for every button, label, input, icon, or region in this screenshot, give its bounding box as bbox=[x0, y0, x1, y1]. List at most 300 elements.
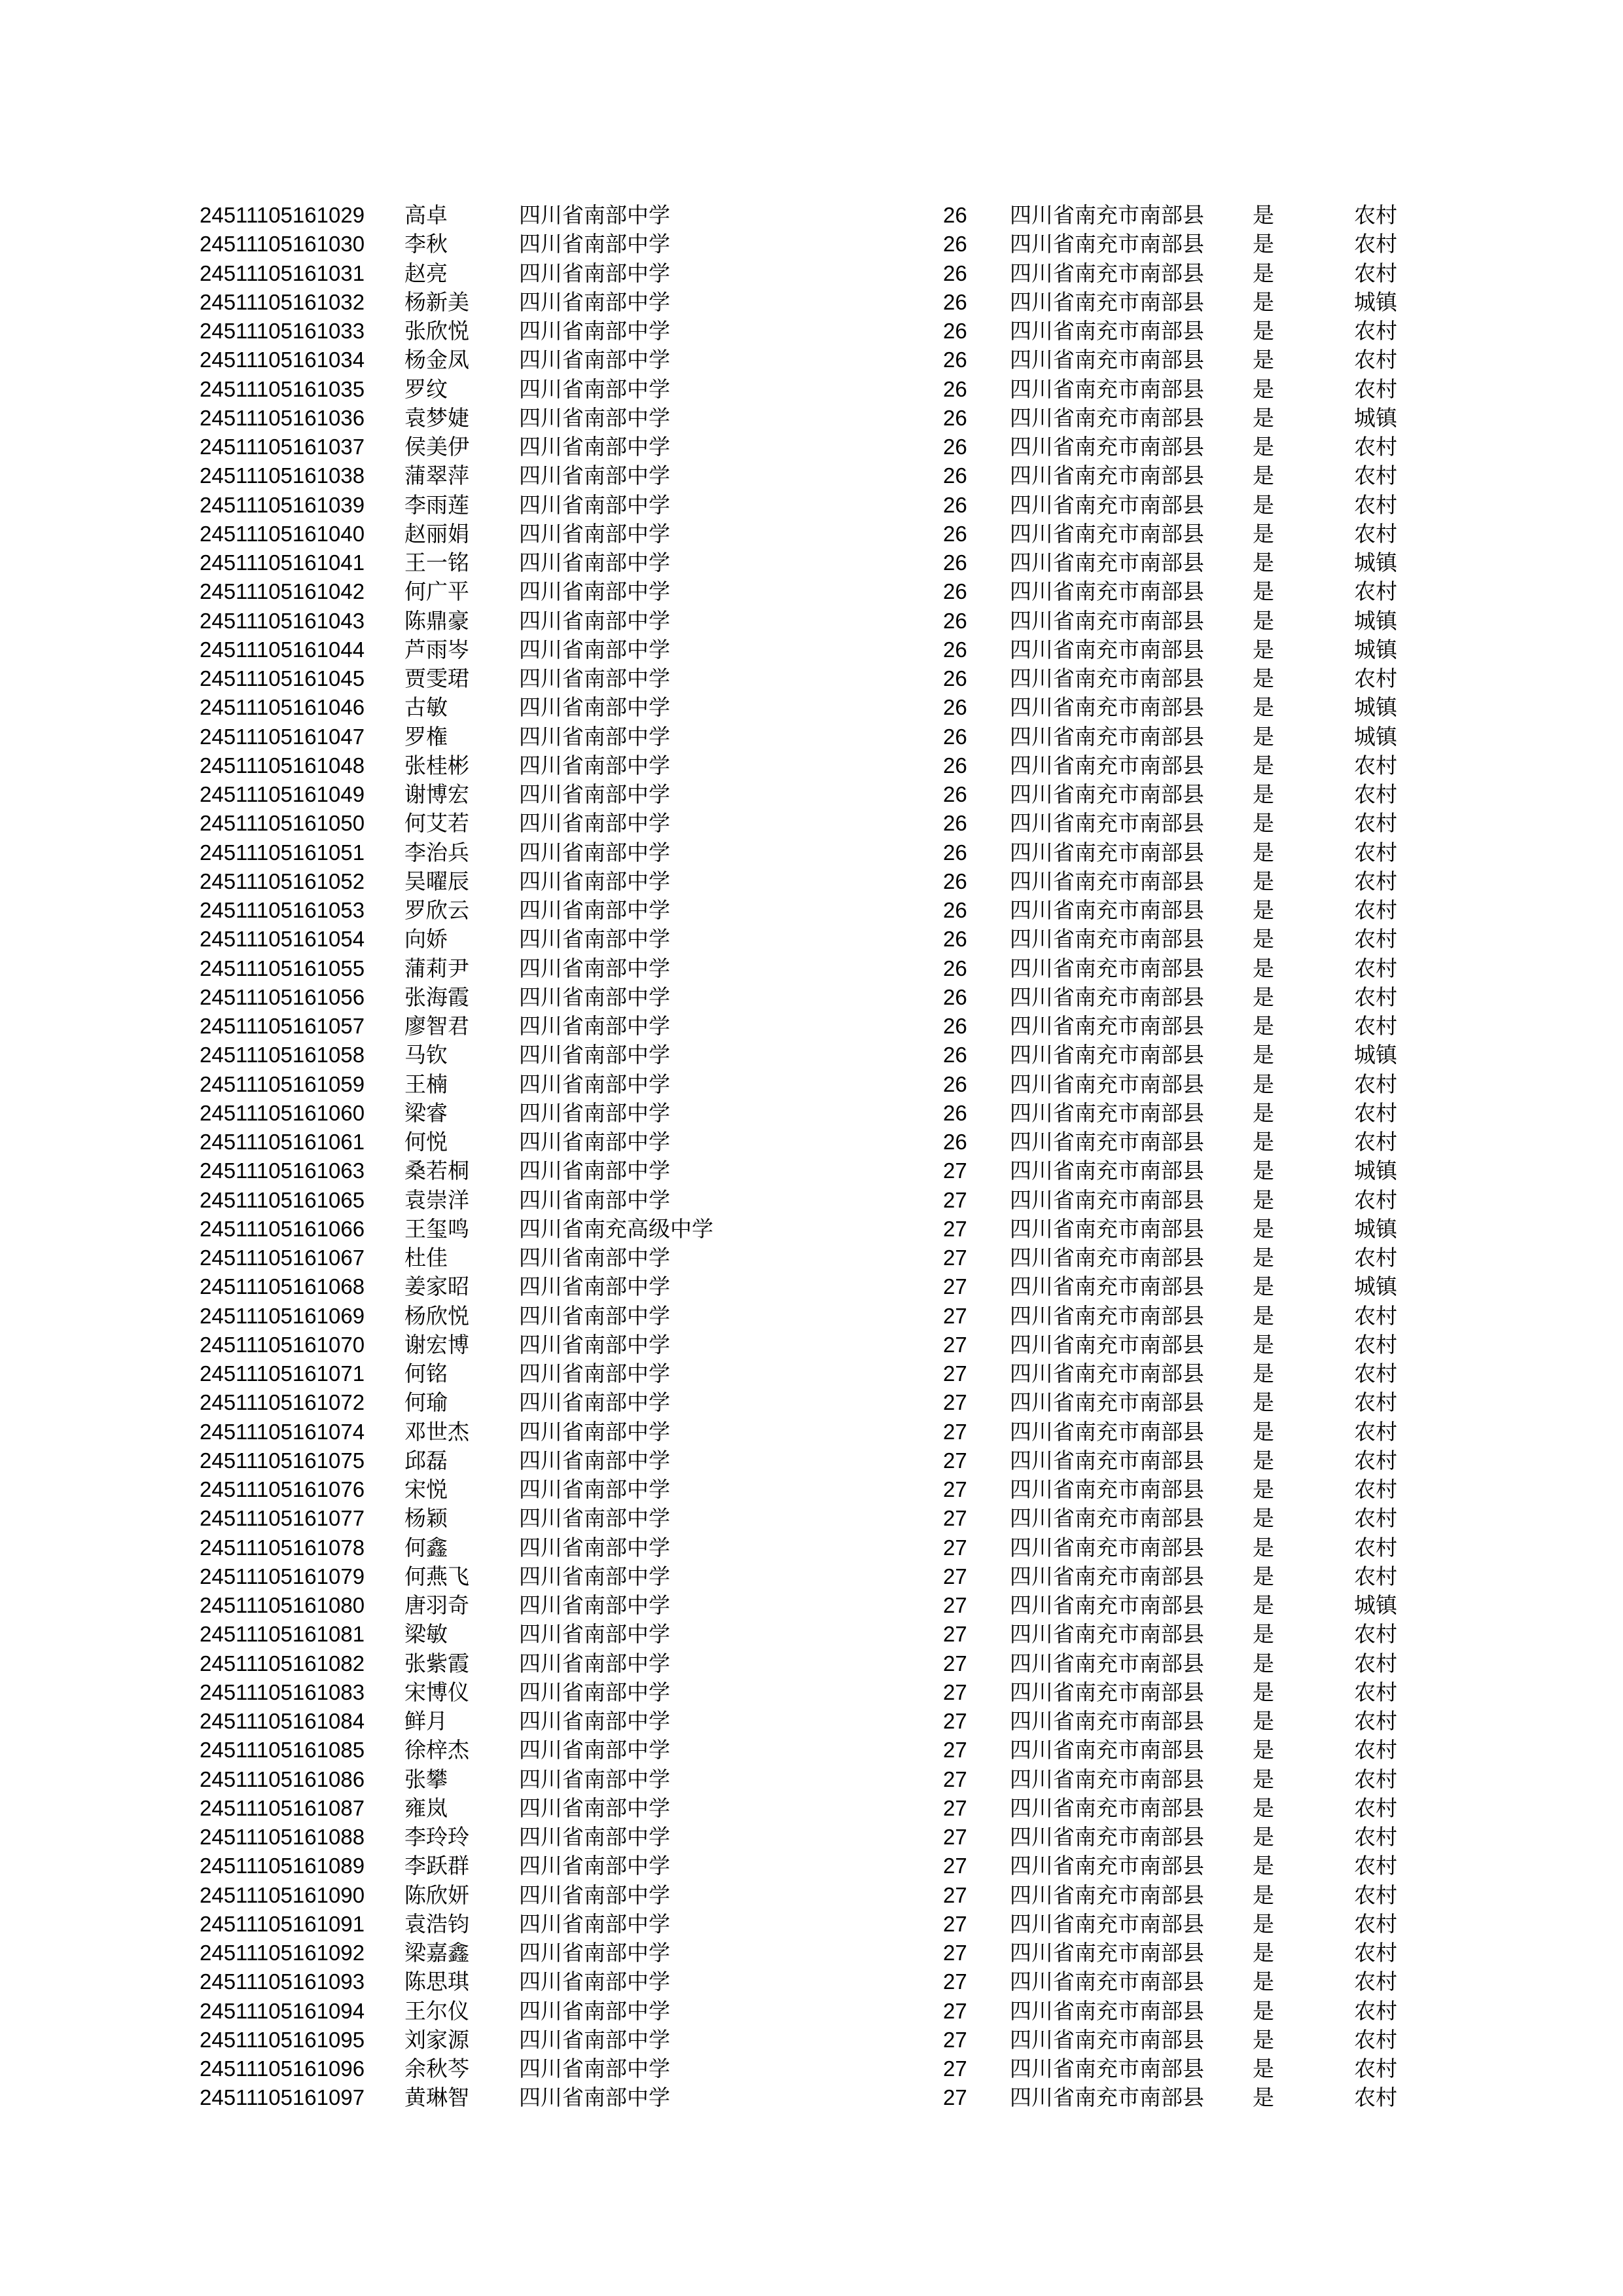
cell-name: 袁浩钧 bbox=[404, 1910, 469, 1937]
cell-score: 26 bbox=[943, 1043, 967, 1067]
cell-name: 罗欣云 bbox=[404, 897, 469, 923]
cell-flag: 是 bbox=[1253, 752, 1274, 778]
cell-flag: 是 bbox=[1253, 492, 1274, 518]
cell-flag: 是 bbox=[1253, 550, 1274, 575]
cell-name: 袁崇洋 bbox=[404, 1187, 469, 1213]
cell-score: 26 bbox=[943, 232, 967, 257]
cell-flag: 是 bbox=[1253, 260, 1274, 286]
cell-region: 四川省南充市南部县 bbox=[1010, 1215, 1204, 1242]
cell-score: 26 bbox=[943, 984, 967, 1009]
cell-flag: 是 bbox=[1253, 434, 1274, 459]
table-row bbox=[0, 1359, 1623, 1388]
cell-name: 余秋芩 bbox=[404, 2056, 469, 2081]
cell-exam-id: 24511105161049 bbox=[200, 782, 365, 806]
cell-flag: 是 bbox=[1253, 1650, 1274, 1676]
cell-flag: 是 bbox=[1253, 607, 1274, 634]
cell-exam-id: 24511105161058 bbox=[200, 1043, 365, 1067]
cell-name: 杜佳 bbox=[404, 1245, 448, 1270]
cell-score: 27 bbox=[943, 1187, 967, 1212]
cell-household-type: 农村 bbox=[1354, 839, 1397, 865]
table-row bbox=[0, 1446, 1623, 1475]
cell-household-type: 农村 bbox=[1354, 579, 1397, 605]
cell-score: 27 bbox=[943, 1246, 967, 1270]
table-row bbox=[0, 1852, 1623, 1880]
cell-flag: 是 bbox=[1253, 1361, 1274, 1386]
cell-exam-id: 24511105161097 bbox=[200, 2085, 365, 2110]
cell-region: 四川省南充市南部县 bbox=[1010, 1477, 1204, 1502]
cell-score: 27 bbox=[943, 1535, 967, 1560]
table-row bbox=[0, 925, 1623, 954]
cell-region: 四川省南充市南部县 bbox=[1010, 1969, 1204, 1995]
cell-household-type: 城镇 bbox=[1354, 1215, 1397, 1242]
cell-flag: 是 bbox=[1253, 897, 1274, 923]
cell-flag: 是 bbox=[1253, 810, 1274, 836]
cell-region: 四川省南充市南部县 bbox=[1010, 463, 1204, 489]
cell-school: 四川省南部中学 bbox=[519, 1592, 670, 1618]
cell-flag: 是 bbox=[1253, 1187, 1274, 1213]
cell-exam-id: 24511105161051 bbox=[200, 840, 365, 865]
cell-name: 向娇 bbox=[404, 926, 448, 952]
cell-name: 王一铭 bbox=[404, 550, 469, 575]
cell-flag: 是 bbox=[1253, 1215, 1274, 1242]
cell-name: 王尔仪 bbox=[404, 1998, 469, 2024]
table-row bbox=[0, 1649, 1623, 1678]
cell-exam-id: 24511105161080 bbox=[200, 1593, 365, 1617]
cell-name: 何燕飞 bbox=[404, 1563, 469, 1589]
table-row bbox=[0, 1707, 1623, 1736]
cell-exam-id: 24511105161033 bbox=[200, 319, 365, 343]
cell-score: 27 bbox=[943, 1911, 967, 1936]
cell-score: 27 bbox=[943, 1361, 967, 1386]
cell-household-type: 农村 bbox=[1354, 1824, 1397, 1850]
cell-household-type: 农村 bbox=[1354, 1650, 1397, 1676]
cell-school: 四川省南部中学 bbox=[519, 1882, 670, 1908]
cell-household-type: 农村 bbox=[1354, 202, 1397, 228]
cell-name: 谢宏博 bbox=[404, 1331, 469, 1357]
cell-school: 四川省南部中学 bbox=[519, 260, 670, 286]
cell-score: 26 bbox=[943, 405, 967, 430]
cell-score: 26 bbox=[943, 319, 967, 343]
cell-name: 张海霞 bbox=[404, 984, 469, 1010]
table-row bbox=[0, 1504, 1623, 1533]
cell-household-type: 农村 bbox=[1354, 666, 1397, 691]
cell-school: 四川省南部中学 bbox=[519, 434, 670, 459]
cell-exam-id: 24511105161093 bbox=[200, 1969, 365, 1994]
cell-name: 王楠 bbox=[404, 1071, 448, 1097]
cell-score: 26 bbox=[943, 348, 967, 372]
cell-exam-id: 24511105161069 bbox=[200, 1303, 365, 1328]
cell-region: 四川省南充市南部县 bbox=[1010, 1302, 1204, 1329]
cell-region: 四川省南充市南部县 bbox=[1010, 955, 1204, 981]
cell-name: 侯美伊 bbox=[404, 434, 469, 459]
cell-flag: 是 bbox=[1253, 694, 1274, 721]
cell-region: 四川省南充市南部县 bbox=[1010, 2056, 1204, 2081]
cell-name: 张紫霞 bbox=[404, 1650, 469, 1676]
cell-name: 唐羽奇 bbox=[404, 1592, 469, 1618]
cell-flag: 是 bbox=[1253, 1766, 1274, 1792]
table-row bbox=[0, 1562, 1623, 1591]
table-row bbox=[0, 2054, 1623, 2083]
table-row bbox=[0, 288, 1623, 317]
cell-exam-id: 24511105161074 bbox=[200, 1419, 365, 1444]
cell-household-type: 城镇 bbox=[1354, 1274, 1397, 1300]
cell-exam-id: 24511105161081 bbox=[200, 1622, 365, 1647]
cell-exam-id: 24511105161085 bbox=[200, 1738, 365, 1763]
cell-region: 四川省南充市南部县 bbox=[1010, 376, 1204, 402]
table-row bbox=[0, 1591, 1623, 1620]
cell-name: 邱磊 bbox=[404, 1447, 448, 1473]
cell-name: 谢博宏 bbox=[404, 781, 469, 807]
cell-school: 四川省南部中学 bbox=[519, 926, 670, 952]
cell-name: 宋悦 bbox=[404, 1477, 448, 1502]
cell-name: 杨金凤 bbox=[404, 347, 469, 373]
table-row bbox=[0, 1099, 1623, 1128]
cell-flag: 是 bbox=[1253, 376, 1274, 402]
cell-flag: 是 bbox=[1253, 781, 1274, 807]
table-row bbox=[0, 838, 1623, 867]
cell-score: 26 bbox=[943, 782, 967, 806]
table-row bbox=[0, 954, 1623, 983]
cell-name: 吴曜辰 bbox=[404, 868, 469, 894]
cell-household-type: 农村 bbox=[1354, 1679, 1397, 1705]
table-row bbox=[0, 201, 1623, 230]
table-row bbox=[0, 346, 1623, 374]
cell-score: 26 bbox=[943, 376, 967, 401]
cell-school: 四川省南部中学 bbox=[519, 463, 670, 489]
table-row bbox=[0, 1388, 1623, 1417]
cell-region: 四川省南充市南部县 bbox=[1010, 1361, 1204, 1386]
table-row bbox=[0, 433, 1623, 461]
cell-school: 四川省南部中学 bbox=[519, 1998, 670, 2024]
cell-score: 26 bbox=[943, 550, 967, 575]
cell-flag: 是 bbox=[1253, 1621, 1274, 1647]
cell-household-type: 农村 bbox=[1354, 752, 1397, 778]
cell-flag: 是 bbox=[1253, 1592, 1274, 1618]
cell-region: 四川省南充市南部县 bbox=[1010, 202, 1204, 228]
table-row bbox=[0, 461, 1623, 490]
table-row bbox=[0, 577, 1623, 606]
cell-region: 四川省南充市南部县 bbox=[1010, 1940, 1204, 1965]
cell-school: 四川省南部中学 bbox=[519, 1766, 670, 1792]
cell-exam-id: 24511105161039 bbox=[200, 492, 365, 517]
cell-name: 梁敏 bbox=[404, 1621, 448, 1647]
table-row bbox=[0, 867, 1623, 896]
cell-household-type: 农村 bbox=[1354, 926, 1397, 952]
cell-region: 四川省南充市南部县 bbox=[1010, 1245, 1204, 1270]
cell-flag: 是 bbox=[1253, 1708, 1274, 1734]
cell-region: 四川省南充市南部县 bbox=[1010, 1418, 1204, 1444]
cell-household-type: 农村 bbox=[1354, 1563, 1397, 1589]
cell-school: 四川省南部中学 bbox=[519, 1158, 670, 1184]
cell-household-type: 农村 bbox=[1354, 1940, 1397, 1965]
cell-household-type: 农村 bbox=[1354, 434, 1397, 459]
cell-region: 四川省南充市南部县 bbox=[1010, 1910, 1204, 1937]
cell-flag: 是 bbox=[1253, 1447, 1274, 1473]
table-row bbox=[0, 607, 1623, 636]
cell-name: 陈鼎豪 bbox=[404, 607, 469, 634]
table-row bbox=[0, 1997, 1623, 2026]
cell-region: 四川省南充市南部县 bbox=[1010, 260, 1204, 286]
cell-name: 赵亮 bbox=[404, 260, 448, 286]
cell-exam-id: 24511105161044 bbox=[200, 637, 365, 662]
cell-name: 李玲玲 bbox=[404, 1824, 469, 1850]
table-row bbox=[0, 1881, 1623, 1910]
cell-name: 桑若桐 bbox=[404, 1158, 469, 1184]
cell-score: 26 bbox=[943, 1130, 967, 1154]
cell-school: 四川省南部中学 bbox=[519, 1418, 670, 1444]
cell-flag: 是 bbox=[1253, 2085, 1274, 2111]
cell-school: 四川省南部中学 bbox=[519, 839, 670, 865]
cell-school: 四川省南部中学 bbox=[519, 202, 670, 228]
cell-flag: 是 bbox=[1253, 1477, 1274, 1502]
cell-school: 四川省南部中学 bbox=[519, 376, 670, 402]
cell-region: 四川省南充市南部县 bbox=[1010, 520, 1204, 547]
cell-flag: 是 bbox=[1253, 1910, 1274, 1937]
cell-region: 四川省南充市南部县 bbox=[1010, 492, 1204, 518]
cell-school: 四川省南部中学 bbox=[519, 1853, 670, 1879]
table-row bbox=[0, 1765, 1623, 1794]
cell-flag: 是 bbox=[1253, 1505, 1274, 1532]
cell-flag: 是 bbox=[1253, 347, 1274, 373]
cell-score: 27 bbox=[943, 1679, 967, 1704]
cell-flag: 是 bbox=[1253, 1563, 1274, 1589]
cell-score: 26 bbox=[943, 260, 967, 285]
cell-region: 四川省南充市南部县 bbox=[1010, 1042, 1204, 1068]
cell-score: 27 bbox=[943, 2085, 967, 2110]
cell-region: 四川省南充市南部县 bbox=[1010, 347, 1204, 373]
cell-household-type: 农村 bbox=[1354, 318, 1397, 344]
cell-household-type: 农村 bbox=[1354, 2085, 1397, 2111]
cell-score: 26 bbox=[943, 840, 967, 865]
cell-score: 27 bbox=[943, 2027, 967, 2052]
cell-exam-id: 24511105161059 bbox=[200, 1071, 365, 1096]
cell-name: 邓世杰 bbox=[404, 1418, 469, 1444]
cell-name: 袁梦婕 bbox=[404, 404, 469, 431]
cell-household-type: 农村 bbox=[1354, 1853, 1397, 1879]
cell-score: 26 bbox=[943, 203, 967, 227]
cell-exam-id: 24511105161071 bbox=[200, 1361, 365, 1386]
cell-flag: 是 bbox=[1253, 666, 1274, 691]
cell-score: 26 bbox=[943, 463, 967, 488]
cell-score: 26 bbox=[943, 1014, 967, 1038]
cell-school: 四川省南部中学 bbox=[519, 1447, 670, 1473]
cell-flag: 是 bbox=[1253, 1100, 1274, 1126]
cell-name: 蒲莉尹 bbox=[404, 955, 469, 981]
cell-name: 李雨莲 bbox=[404, 492, 469, 518]
cell-exam-id: 24511105161041 bbox=[200, 550, 365, 575]
cell-exam-id: 24511105161095 bbox=[200, 2027, 365, 2052]
cell-score: 27 bbox=[943, 1448, 967, 1473]
cell-name: 芦雨岑 bbox=[404, 636, 469, 662]
cell-name: 宋博仪 bbox=[404, 1679, 469, 1705]
cell-exam-id: 24511105161050 bbox=[200, 811, 365, 836]
cell-school: 四川省南部中学 bbox=[519, 723, 670, 749]
cell-household-type: 城镇 bbox=[1354, 723, 1397, 749]
table-row bbox=[0, 809, 1623, 838]
cell-score: 27 bbox=[943, 1274, 967, 1299]
cell-school: 四川省南部中学 bbox=[519, 579, 670, 605]
cell-score: 26 bbox=[943, 608, 967, 633]
cell-exam-id: 24511105161045 bbox=[200, 666, 365, 691]
cell-exam-id: 24511105161066 bbox=[200, 1216, 365, 1241]
cell-name: 何广平 bbox=[404, 579, 469, 605]
cell-school: 四川省南部中学 bbox=[519, 1910, 670, 1937]
cell-household-type: 农村 bbox=[1354, 1302, 1397, 1329]
cell-school: 四川省南部中学 bbox=[519, 1824, 670, 1850]
table-row bbox=[0, 1215, 1623, 1244]
cell-region: 四川省南充市南部县 bbox=[1010, 781, 1204, 807]
cell-region: 四川省南充市南部县 bbox=[1010, 2085, 1204, 2111]
cell-exam-id: 24511105161096 bbox=[200, 2056, 365, 2081]
cell-school: 四川省南部中学 bbox=[519, 347, 670, 373]
cell-exam-id: 24511105161077 bbox=[200, 1506, 365, 1531]
table-row bbox=[0, 896, 1623, 925]
cell-score: 27 bbox=[943, 2056, 967, 2081]
cell-name: 徐梓杰 bbox=[404, 1737, 469, 1763]
cell-name: 何瑜 bbox=[404, 1390, 448, 1416]
cell-flag: 是 bbox=[1253, 1998, 1274, 2024]
table-row bbox=[0, 1157, 1623, 1185]
cell-flag: 是 bbox=[1253, 984, 1274, 1010]
cell-household-type: 农村 bbox=[1354, 1071, 1397, 1097]
table-row bbox=[0, 723, 1623, 751]
cell-exam-id: 24511105161047 bbox=[200, 724, 365, 749]
cell-score: 26 bbox=[943, 579, 967, 604]
cell-school: 四川省南部中学 bbox=[519, 955, 670, 981]
cell-region: 四川省南充市南部县 bbox=[1010, 897, 1204, 923]
cell-household-type: 农村 bbox=[1354, 1882, 1397, 1908]
table-row bbox=[0, 1736, 1623, 1765]
cell-school: 四川省南部中学 bbox=[519, 1650, 670, 1676]
cell-school: 四川省南部中学 bbox=[519, 550, 670, 575]
cell-name: 陈欣妍 bbox=[404, 1882, 469, 1908]
cell-household-type: 农村 bbox=[1354, 1390, 1397, 1416]
cell-school: 四川省南部中学 bbox=[519, 1795, 670, 1821]
table-row bbox=[0, 751, 1623, 780]
cell-flag: 是 bbox=[1253, 1824, 1274, 1850]
cell-name: 廖智君 bbox=[404, 1013, 469, 1039]
cell-score: 26 bbox=[943, 1100, 967, 1125]
cell-region: 四川省南充市南部县 bbox=[1010, 1679, 1204, 1705]
cell-name: 何铭 bbox=[404, 1361, 448, 1386]
cell-exam-id: 24511105161038 bbox=[200, 463, 365, 488]
cell-school: 四川省南部中学 bbox=[519, 1129, 670, 1155]
cell-name: 古敏 bbox=[404, 694, 448, 721]
cell-flag: 是 bbox=[1253, 2026, 1274, 2053]
table-row bbox=[0, 259, 1623, 288]
cell-region: 四川省南充市南部县 bbox=[1010, 1650, 1204, 1676]
cell-school: 四川省南部中学 bbox=[519, 781, 670, 807]
cell-name: 蒲翠萍 bbox=[404, 463, 469, 489]
cell-score: 26 bbox=[943, 695, 967, 720]
cell-score: 27 bbox=[943, 1767, 967, 1791]
cell-region: 四川省南充市南部县 bbox=[1010, 1013, 1204, 1039]
cell-score: 26 bbox=[943, 521, 967, 546]
cell-flag: 是 bbox=[1253, 520, 1274, 547]
cell-household-type: 农村 bbox=[1354, 1013, 1397, 1039]
cell-flag: 是 bbox=[1253, 1129, 1274, 1155]
cell-flag: 是 bbox=[1253, 1679, 1274, 1705]
cell-household-type: 农村 bbox=[1354, 1910, 1397, 1937]
table-row bbox=[0, 1678, 1623, 1707]
cell-flag: 是 bbox=[1253, 1013, 1274, 1039]
cell-region: 四川省南充市南部县 bbox=[1010, 666, 1204, 691]
cell-school: 四川省南部中学 bbox=[519, 2056, 670, 2081]
cell-region: 四川省南充市南部县 bbox=[1010, 1071, 1204, 1097]
cell-household-type: 农村 bbox=[1354, 1418, 1397, 1444]
cell-flag: 是 bbox=[1253, 868, 1274, 894]
cell-school: 四川省南部中学 bbox=[519, 1361, 670, 1386]
cell-household-type: 农村 bbox=[1354, 1447, 1397, 1473]
cell-exam-id: 24511105161052 bbox=[200, 869, 365, 893]
cell-household-type: 城镇 bbox=[1354, 1592, 1397, 1618]
cell-region: 四川省南充市南部县 bbox=[1010, 434, 1204, 459]
cell-exam-id: 24511105161087 bbox=[200, 1795, 365, 1820]
table-row bbox=[0, 693, 1623, 722]
cell-score: 27 bbox=[943, 1506, 967, 1531]
cell-score: 27 bbox=[943, 1332, 967, 1357]
cell-flag: 是 bbox=[1253, 1940, 1274, 1965]
cell-flag: 是 bbox=[1253, 231, 1274, 257]
cell-school: 四川省南部中学 bbox=[519, 1013, 670, 1039]
cell-exam-id: 24511105161067 bbox=[200, 1246, 365, 1270]
cell-region: 四川省南充市南部县 bbox=[1010, 231, 1204, 257]
cell-school: 四川省南部中学 bbox=[519, 1071, 670, 1097]
cell-household-type: 农村 bbox=[1354, 984, 1397, 1010]
cell-exam-id: 24511105161072 bbox=[200, 1390, 365, 1415]
cell-name: 李秋 bbox=[404, 231, 448, 257]
cell-score: 26 bbox=[943, 435, 967, 459]
table-row bbox=[0, 1272, 1623, 1301]
cell-name: 李治兵 bbox=[404, 839, 469, 865]
cell-score: 26 bbox=[943, 927, 967, 952]
cell-exam-id: 24511105161040 bbox=[200, 521, 365, 546]
cell-region: 四川省南充市南部县 bbox=[1010, 752, 1204, 778]
cell-region: 四川省南充市南部县 bbox=[1010, 636, 1204, 662]
cell-household-type: 农村 bbox=[1354, 231, 1397, 257]
cell-score: 27 bbox=[943, 1651, 967, 1676]
cell-exam-id: 24511105161055 bbox=[200, 956, 365, 980]
cell-household-type: 农村 bbox=[1354, 1505, 1397, 1532]
cell-school: 四川省南部中学 bbox=[519, 607, 670, 634]
cell-school: 四川省南部中学 bbox=[519, 1737, 670, 1763]
cell-exam-id: 24511105161086 bbox=[200, 1767, 365, 1791]
cell-flag: 是 bbox=[1253, 1795, 1274, 1821]
cell-household-type: 农村 bbox=[1354, 1795, 1397, 1821]
cell-exam-id: 24511105161035 bbox=[200, 376, 365, 401]
cell-flag: 是 bbox=[1253, 723, 1274, 749]
cell-household-type: 农村 bbox=[1354, 1477, 1397, 1502]
cell-name: 陈思琪 bbox=[404, 1969, 469, 1995]
cell-score: 27 bbox=[943, 1795, 967, 1820]
cell-name: 鲜月 bbox=[404, 1708, 448, 1734]
cell-household-type: 农村 bbox=[1354, 463, 1397, 489]
cell-exam-id: 24511105161084 bbox=[200, 1709, 365, 1733]
cell-flag: 是 bbox=[1253, 636, 1274, 662]
cell-exam-id: 24511105161075 bbox=[200, 1448, 365, 1473]
cell-household-type: 农村 bbox=[1354, 1708, 1397, 1734]
cell-region: 四川省南充市南部县 bbox=[1010, 1158, 1204, 1184]
cell-region: 四川省南充市南部县 bbox=[1010, 723, 1204, 749]
cell-school: 四川省南部中学 bbox=[519, 694, 670, 721]
cell-flag: 是 bbox=[1253, 839, 1274, 865]
cell-score: 27 bbox=[943, 1738, 967, 1763]
cell-household-type: 农村 bbox=[1354, 1534, 1397, 1560]
cell-school: 四川省南部中学 bbox=[519, 2026, 670, 2053]
cell-school: 四川省南充高级中学 bbox=[519, 1215, 713, 1242]
cell-region: 四川省南充市南部县 bbox=[1010, 1447, 1204, 1473]
cell-region: 四川省南充市南部县 bbox=[1010, 1824, 1204, 1850]
